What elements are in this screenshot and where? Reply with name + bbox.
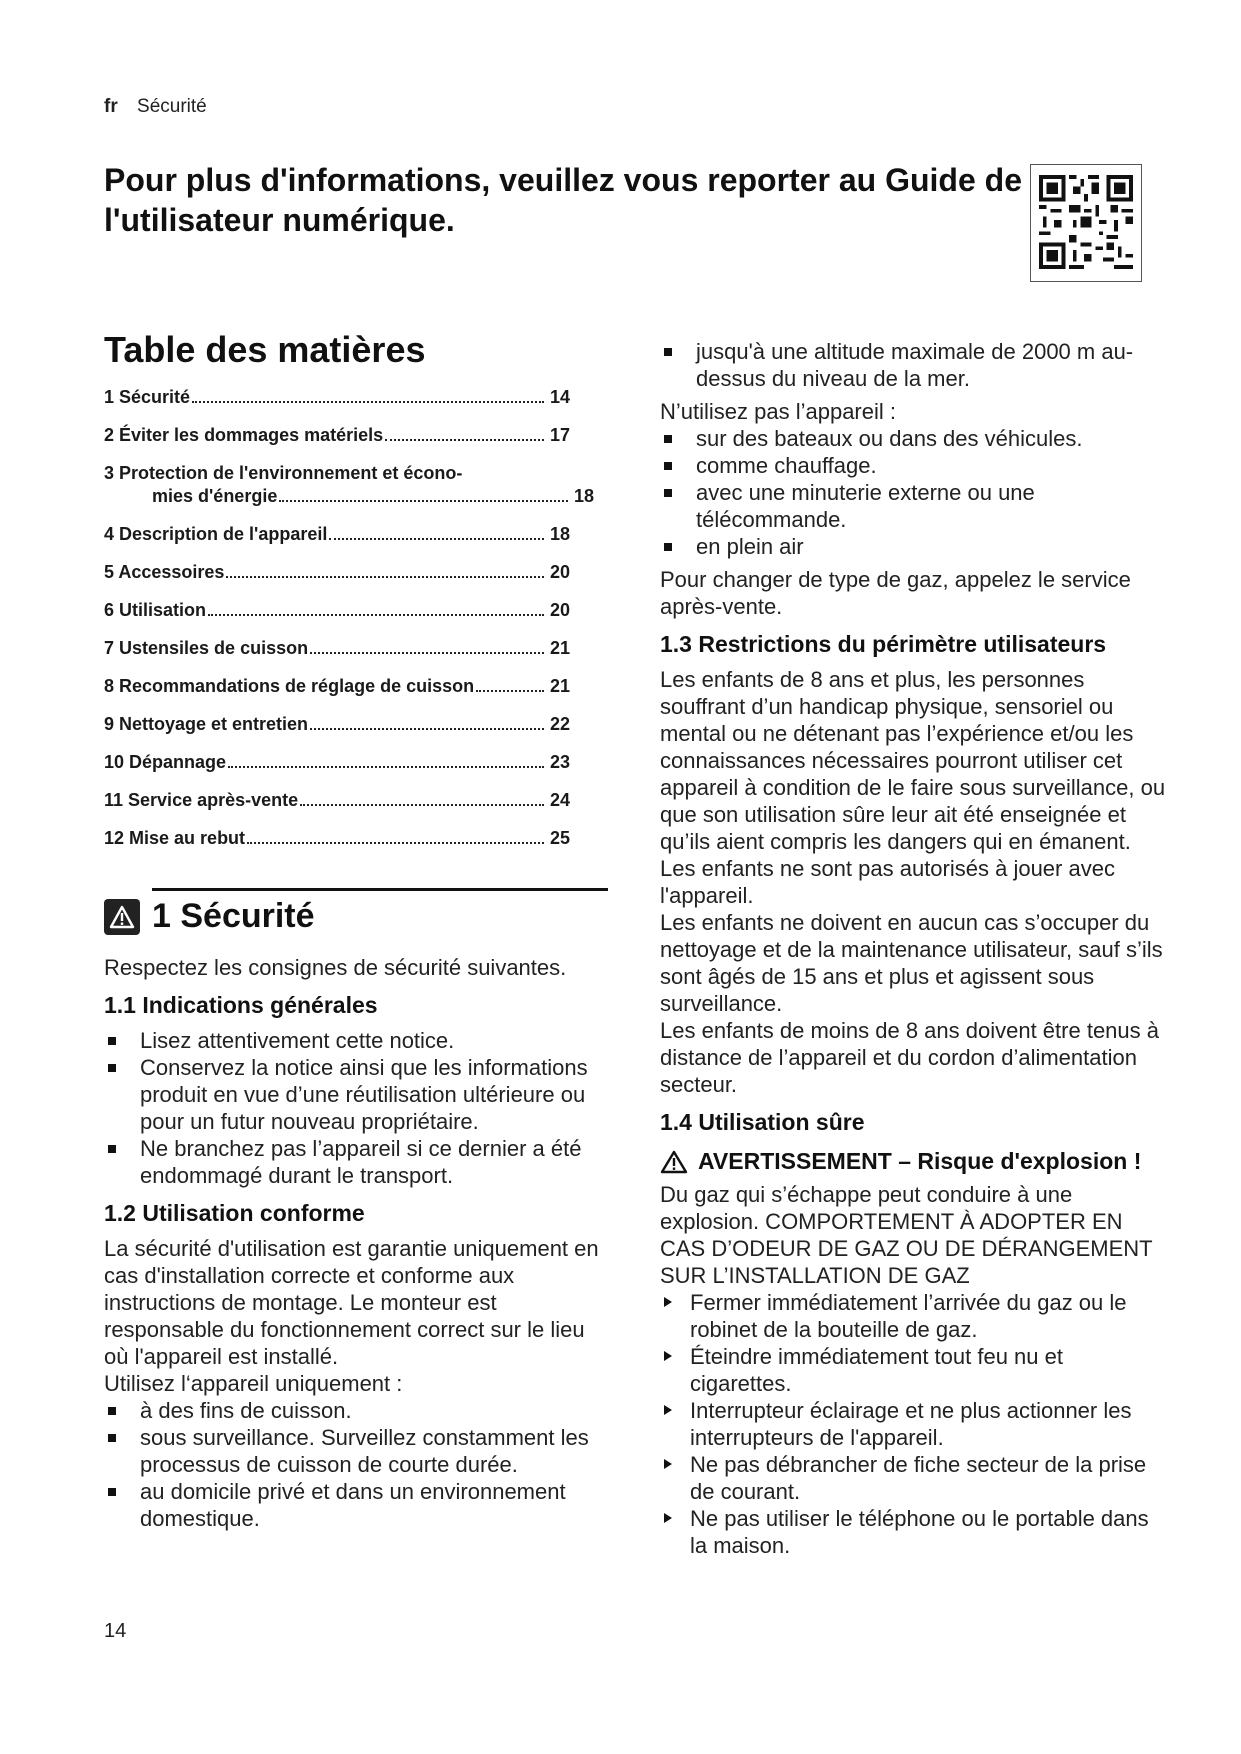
toc-entry[interactable] <box>104 525 609 544</box>
gas-leak-paragraph: Du gaz qui s’échappe peut conduire à une explosion. COMPORTEMENT À ADOPTER EN CAS D’ODEUR DE GAZ OU DE DÉRANGEMENT SUR L’INSTALLATION DE GAZ <box>660 1182 1153 1288</box>
header-section: Sécurité <box>137 96 207 117</box>
language-code: fr <box>104 96 118 117</box>
section-1-heading <box>104 897 609 936</box>
toc-entry-label: 8 Recommandations de réglage de cuisson <box>104 676 475 696</box>
list-item: avec une minuterie externe ou une télécommande. <box>660 479 1170 533</box>
general-indications-list <box>104 1027 609 1189</box>
safety-warning-icon <box>104 899 140 935</box>
restriction-paragraph: Les enfants ne sont pas autorisés à jouer avec l'appareil. <box>660 856 1115 908</box>
list-item: jusqu'à une altitude maximale de 2000 m au-dessus du niveau de la mer. <box>660 338 1170 392</box>
toc-entry[interactable] <box>104 464 609 506</box>
toc-entry-page: 21 <box>549 638 570 658</box>
subsection-1-4-title: 1.4 Utilisation sûre <box>660 1109 865 1135</box>
digital-guide-notice: Pour plus d'informations, veuillez vous reporter au Guide de l'utilisateur numérique. <box>104 162 1022 238</box>
step-item: Ne pas débrancher de fiche secteur de la prise de courant. <box>660 1451 1170 1505</box>
subsection-1-1-title: 1.1 Indications générales <box>104 992 378 1018</box>
toc-entry-page: 22 <box>549 714 570 734</box>
step-item: Interrupteur éclairage et ne plus actionner les interrupteurs de l'appareil. <box>660 1397 1170 1451</box>
toc-entry-page: 17 <box>549 425 570 445</box>
list-item: Conservez la notice ainsi que les informations produit en vue d’une réutilisation ultérieure ou pour un futur nouveau propriétaire. <box>104 1054 609 1135</box>
toc-entry[interactable] <box>104 829 609 848</box>
do-not-use-label: N’utilisez pas l’appareil : <box>660 399 896 424</box>
do-not-use-list <box>660 425 1170 560</box>
list-item: à des fins de cuisson. <box>104 1397 609 1424</box>
toc-entry[interactable] <box>104 677 609 696</box>
toc-entry-label: 4 Description de l'appareil <box>104 524 328 544</box>
toc-entry-page: 25 <box>549 828 570 848</box>
toc-entry-page: 18 <box>573 486 594 506</box>
subsection-1-3-title: 1.3 Restrictions du périmètre utilisateurs <box>660 631 1107 657</box>
step-item: Éteindre immédiatement tout feu nu et cigarettes. <box>660 1343 1170 1397</box>
page-header <box>104 96 207 118</box>
list-item: en plein air <box>660 533 1170 560</box>
section-1-title: 1 Sécurité <box>152 897 315 935</box>
toc-entry[interactable] <box>104 791 609 810</box>
list-item: sous surveillance. Surveillez constamment les processus de cuisson de courte durée. <box>104 1424 609 1478</box>
use-only-list-continued <box>660 338 1170 392</box>
use-only-list <box>104 1397 609 1532</box>
restriction-paragraph: Les enfants ne doivent en aucun cas s’occuper du nettoyage et de la maintenance utilisateur, sauf s’ils sont âgés de 15 ans et plus et agissent sous surveillance. <box>660 910 1163 1016</box>
restriction-paragraph: Les enfants de moins de 8 ans doivent être tenus à distance de l’appareil et du cordon d’alimentation secteur. <box>660 1018 1159 1097</box>
qr-code-icon <box>1039 173 1133 271</box>
toc-entry[interactable] <box>104 388 609 407</box>
toc-entry[interactable] <box>104 426 609 445</box>
toc-entry[interactable] <box>104 639 609 658</box>
list-item: sur des bateaux ou dans des véhicules. <box>660 425 1170 452</box>
section-divider <box>152 888 608 891</box>
toc-entry-label: 5 Accessoires <box>104 562 225 582</box>
right-column <box>660 338 1170 1559</box>
restriction-paragraph: Les enfants de 8 ans et plus, les personnes souffrant d’un handicap physique, sensoriel ou mental ou ne détenant pas l’expérience et/ou les connaissances nécessaires pourront utiliser cet appareil à condition de le faire sous surveillance, ou que son utilisation sûre leur ait été enseignée et qu’ils aient compris les dangers qui en émanent. <box>660 667 1166 854</box>
toc-entry-label: 9 Nettoyage et entretien <box>104 714 309 734</box>
toc-entry-page: 24 <box>549 790 570 810</box>
warning-text: AVERTISSEMENT – Risque d'explosion ! <box>698 1148 1142 1174</box>
qr-code <box>1030 164 1142 282</box>
list-item: comme chauffage. <box>660 452 1170 479</box>
gas-type-note: Pour changer de type de gaz, appelez le service après-vente. <box>660 567 1131 619</box>
toc-entry-page: 21 <box>549 676 570 696</box>
toc-entry[interactable] <box>104 563 609 582</box>
gas-leak-steps <box>660 1289 1170 1559</box>
list-item: Ne branchez pas l’appareil si ce dernier a été endommagé durant le transport. <box>104 1135 609 1189</box>
toc-entry-label: 1 Sécurité <box>104 387 191 407</box>
toc-entry-label: 11 Service après-vente <box>104 790 299 810</box>
step-item: Ne pas utiliser le téléphone ou le portable dans la maison. <box>660 1505 1170 1559</box>
toc-entry[interactable] <box>104 753 609 772</box>
left-column <box>104 328 609 1538</box>
warning-triangle-icon <box>660 1150 688 1174</box>
toc-entry-label: mies d'énergie <box>152 486 278 506</box>
toc-title: Table des matières <box>104 329 426 370</box>
use-only-label: Utilisez l‘appareil uniquement : <box>104 1371 403 1396</box>
page-number: 14 <box>104 1620 127 1642</box>
toc-entry-page: 18 <box>549 524 570 544</box>
conform-use-paragraph: La sécurité d'utilisation est garantie uniquement en cas d'installation correcte et conforme aux instructions de montage. Le monteur est responsable du fonctionnement correct sur le lieu où l'appareil est installé. <box>104 1236 599 1369</box>
toc-entry[interactable] <box>104 601 609 620</box>
toc-entry-label: 10 Dépannage <box>104 752 227 772</box>
subsection-1-2-title: 1.2 Utilisation conforme <box>104 1200 365 1226</box>
toc-entry-page: 14 <box>549 387 570 407</box>
toc-entry-page: 20 <box>549 562 570 582</box>
step-item: Fermer immédiatement l’arrivée du gaz ou le robinet de la bouteille de gaz. <box>660 1289 1170 1343</box>
list-item: Lisez attentivement cette notice. <box>104 1027 609 1054</box>
explosion-warning <box>660 1148 1170 1175</box>
section-1-intro: Respectez les consignes de sécurité suivantes. <box>104 955 567 980</box>
toc-entry[interactable] <box>104 715 609 734</box>
toc-list <box>104 388 609 848</box>
toc-entry-label: 6 Utilisation <box>104 600 207 620</box>
toc-entry-page: 23 <box>549 752 570 772</box>
toc-entry-label: 12 Mise au rebut <box>104 828 246 848</box>
list-item: au domicile privé et dans un environnement domestique. <box>104 1478 609 1532</box>
toc-entry-page: 20 <box>549 600 570 620</box>
toc-entry-label-line1: 3 Protection de l'environnement et écono- <box>104 463 463 483</box>
toc-entry-label: 7 Ustensiles de cuisson <box>104 638 309 658</box>
toc-entry-label: 2 Éviter les dommages matériels <box>104 425 384 445</box>
